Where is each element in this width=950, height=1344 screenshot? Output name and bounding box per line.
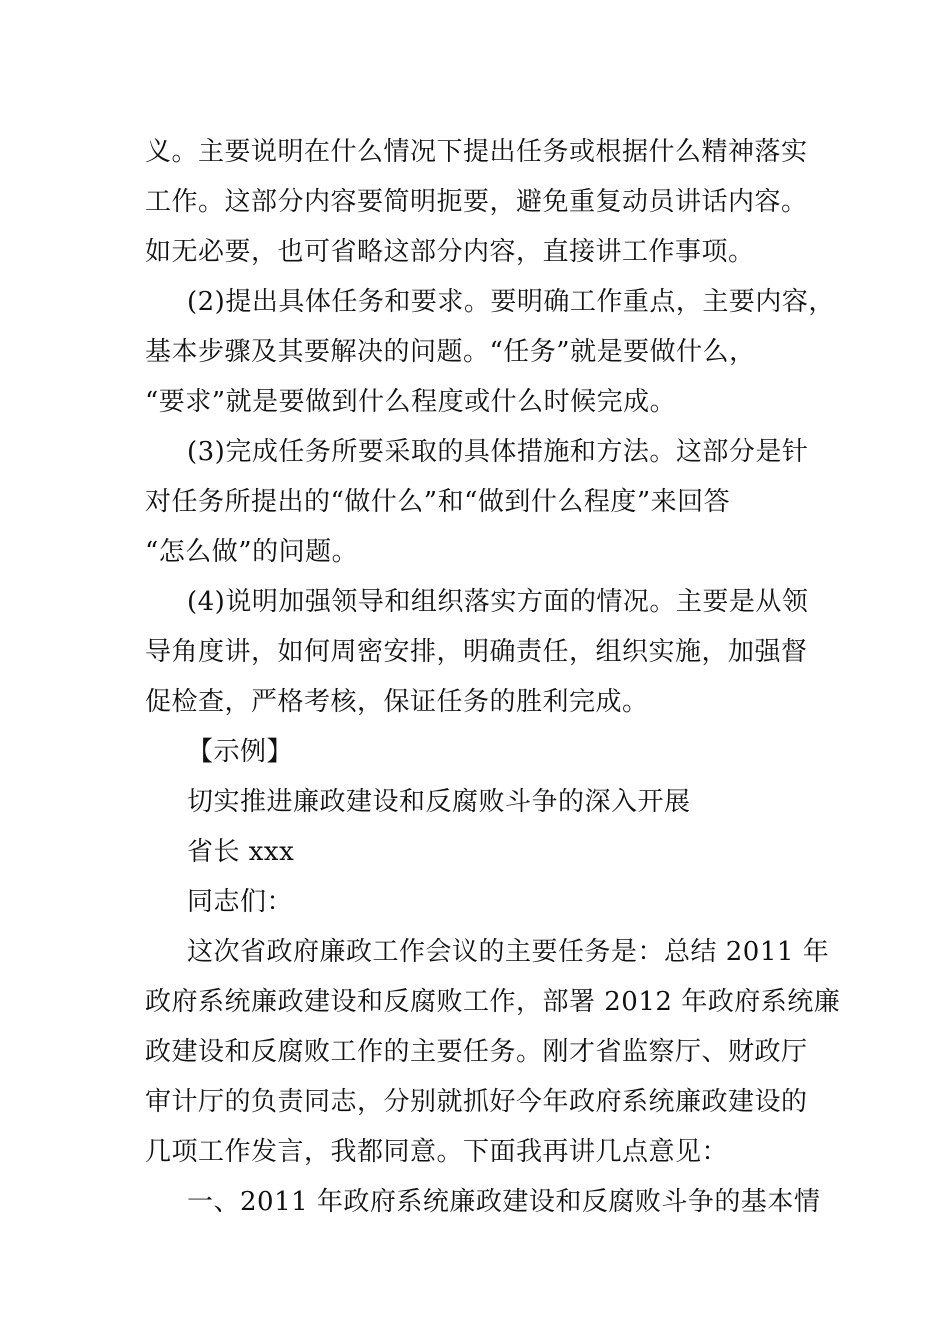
example-heading: 【示例】 xyxy=(187,737,294,767)
speaker-line: 省长 xxx xyxy=(187,837,295,867)
text-line: 政建设和反腐败工作的主要任务。刚才省监察厅、财政厅 xyxy=(145,1037,808,1067)
text-line: “怎么做”的问题。 xyxy=(145,537,359,567)
speech-title: 切实推进廉政建设和反腐败斗争的深入开展 xyxy=(187,787,691,817)
text-line: 对任务所提出的“做什么”和“做到什么程度”来回答 xyxy=(145,487,731,517)
text-line: 促检查，严格考核，保证任务的胜利完成。 xyxy=(145,687,649,717)
text-line: 义。主要说明在什么情况下提出任务或根据什么精神落实 xyxy=(145,137,808,167)
paragraph-start-line: (4)说明加强领导和组织落实方面的情况。主要是从领 xyxy=(187,587,809,617)
text-line: 政府系统廉政建设和反腐败工作，部署 2012 年政府系统廉 xyxy=(145,987,841,1017)
text-line: “要求”就是要做到什么程度或什么时候完成。 xyxy=(145,387,677,417)
text-line: 基本步骤及其要解决的问题。“任务”就是要做什么， xyxy=(145,337,756,367)
text-line: 审计厅的负责同志，分别就抓好今年政府系统廉政建设的 xyxy=(145,1087,808,1117)
section-heading: 一、2011 年政府系统廉政建设和反腐败斗争的基本情 xyxy=(187,1187,821,1217)
text-line: 如无必要，也可省略这部分内容，直接讲工作事项。 xyxy=(145,237,755,267)
paragraph-start-line: 这次省政府廉政工作会议的主要任务是：总结 2011 年 xyxy=(187,937,830,967)
paragraph-start-line: (3)完成任务所要采取的具体措施和方法。这部分是针 xyxy=(187,437,809,467)
text-line: 几项工作发言，我都同意。下面我再讲几点意见： xyxy=(145,1137,729,1167)
salutation: 同志们： xyxy=(187,887,294,917)
paragraph-start-line: (2)提出具体任务和要求。要明确工作重点，主要内容， xyxy=(187,287,835,317)
text-line: 导角度讲，如何周密安排，明确责任，组织实施，加强督 xyxy=(145,637,808,667)
text-line: 工作。这部分内容要简明扼要，避免重复动员讲话内容。 xyxy=(145,187,808,217)
